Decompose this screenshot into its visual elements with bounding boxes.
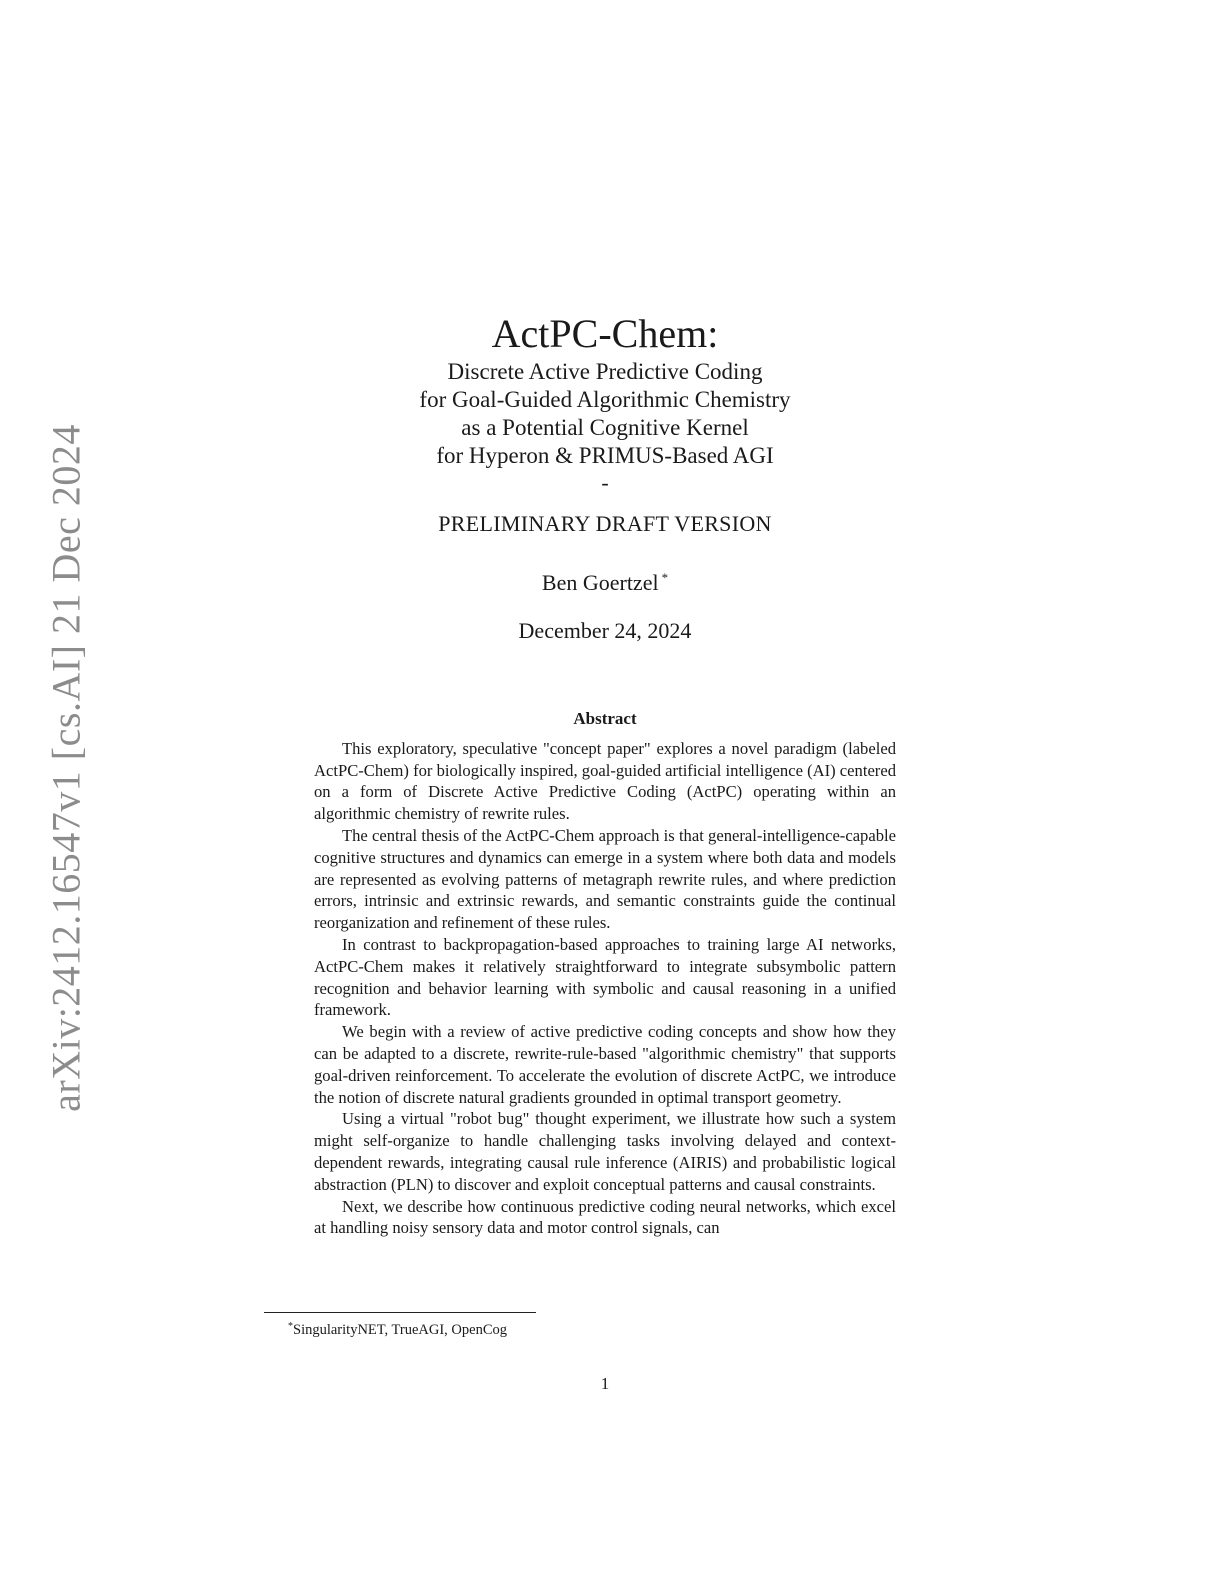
subtitle-line-2: for Goal-Guided Algorithmic Chemistry xyxy=(419,387,791,412)
footnote-text: SingularityNET, TrueAGI, OpenCog xyxy=(293,1322,508,1338)
abstract-paragraph-1: This exploratory, speculative "concept paper" explores a novel paradigm (labeled ActPC-Chem) for biologically inspired, goal-guided artificial intelligence (AI) centered on a form of Discrete Active Predictive Coding (ActPC) operating within an algorithmic chemistry of rewrite rules. xyxy=(314,738,896,824)
title-block xyxy=(0,310,1210,645)
footnote xyxy=(288,1318,507,1339)
subtitle-line-1: Discrete Active Predictive Coding xyxy=(447,359,763,384)
footnote-divider xyxy=(264,1312,536,1313)
subtitle-line-3: as a Potential Cognitive Kernel xyxy=(461,415,749,440)
title-separator: - xyxy=(601,470,609,495)
draft-label: PRELIMINARY DRAFT VERSION xyxy=(438,511,772,536)
abstract-paragraph-6: Next, we describe how continuous predictive coding neural networks, which excel at handling noisy sensory data and motor control signals, can xyxy=(314,1196,896,1238)
paper-date: December 24, 2024 xyxy=(518,618,692,643)
page-number: 1 xyxy=(600,1374,610,1393)
footnote-mark: * xyxy=(288,1321,293,1332)
paper-title: ActPC-Chem: xyxy=(491,311,719,356)
author-line xyxy=(0,564,1210,597)
abstract-paragraph-4: We begin with a review of active predictive coding concepts and show how they can be adapted to a discrete, rewrite-rule-based "algorithmic chemistry" that supports goal-driven reinforcement. To accelerate the evolution of discrete ActPC, we introduce the notion of discrete natural gradients grounded in optimal transport geometry. xyxy=(314,1022,896,1107)
abstract-paragraph-2: The central thesis of the ActPC-Chem approach is that general-intelligence-capable cognitive structures and dynamics can emerge in a system where both data and models are represented as evolving patterns of metagraph rewrite rules, and where prediction errors, intrinsic and extrinsic rewards, and semantic constraints guide the continual reorganization and refinement of these rules. xyxy=(314,825,896,933)
author-name: Ben Goertzel xyxy=(541,570,659,595)
arxiv-identifier-stamp: arXiv:2412.16547v1 [cs.AI] 21 Dec 2024 xyxy=(43,424,89,1112)
author-footnote-mark: * xyxy=(661,570,669,585)
abstract-heading: Abstract xyxy=(573,709,637,728)
abstract-section xyxy=(314,708,896,1239)
abstract-paragraph-3: In contrast to backpropagation-based approaches to training large AI networks, ActPC-Chem makes it relatively straightforward to integrate subsymbolic pattern recognition and behavior learning with symbolic and causal reasoning in a unified framework. xyxy=(314,934,896,1020)
subtitle-line-4: for Hyperon & PRIMUS-Based AGI xyxy=(436,443,774,468)
abstract-paragraph-5: Using a virtual "robot bug" thought experiment, we illustrate how such a system might self-organize to handle challenging tasks involving delayed and context-dependent rewards, integrating causal rule inference (AIRIS) and probabilistic logical abstraction (PLN) to discover and exploit conceptual patterns and causal constraints. xyxy=(314,1109,896,1194)
